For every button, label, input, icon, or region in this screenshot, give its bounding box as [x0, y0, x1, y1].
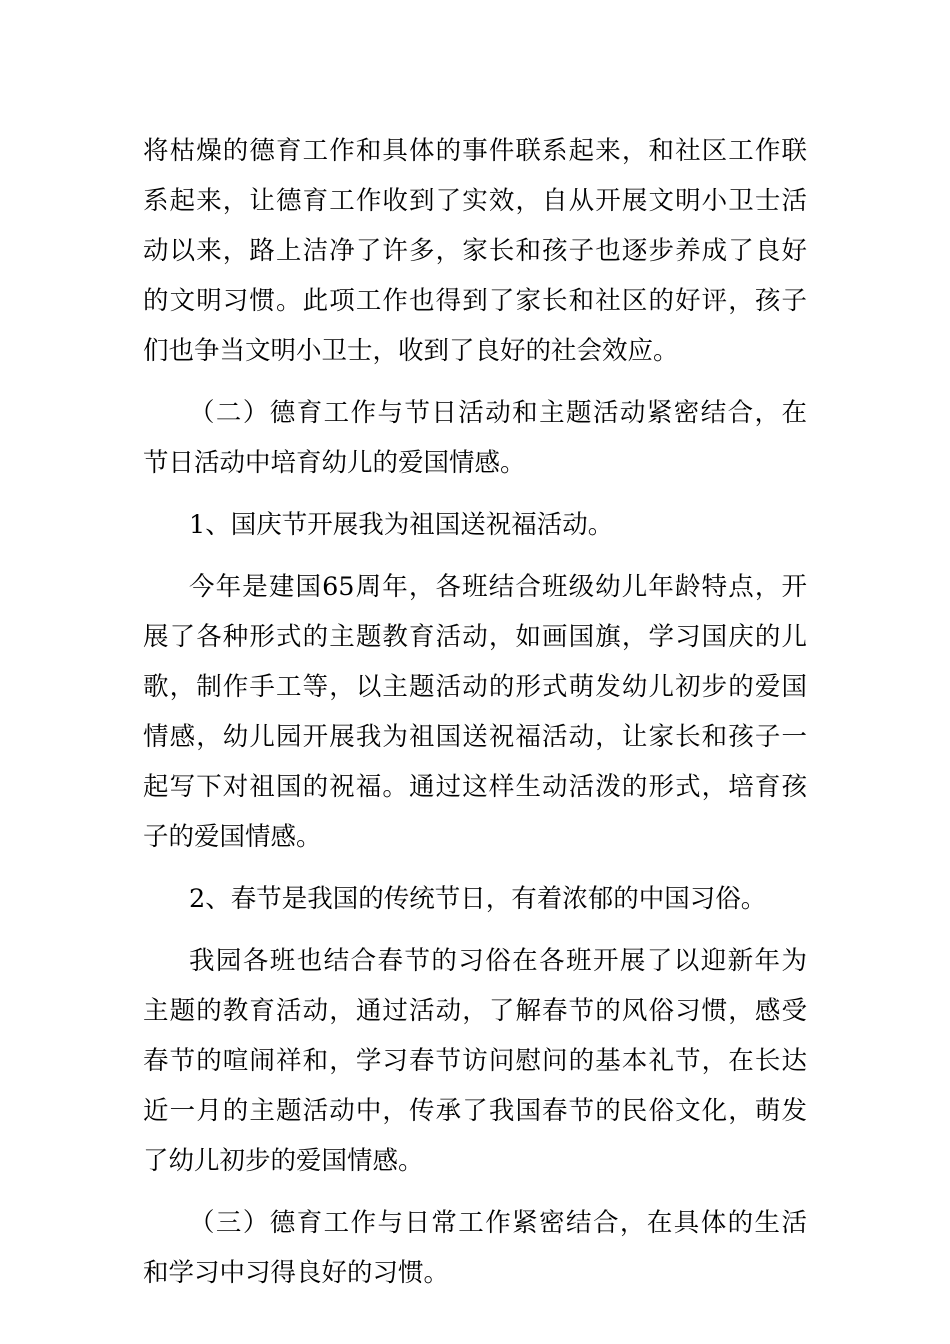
text-line: 系起来，让德育工作收到了实效，自从开展文明小卫士活 — [143, 186, 807, 216]
text-line: 们也争当文明小卫士，收到了良好的社会效应。 — [143, 336, 679, 366]
text-line: 起写下对祖国的祝福。通过这样生动活泼的形式，培育孩 — [143, 772, 807, 802]
text-line: 动以来，路上洁净了许多，家长和孩子也逐步养成了良好 — [143, 236, 807, 266]
section-heading: （三）德育工作与日常工作紧密结合，在具体的生活 — [189, 1208, 807, 1238]
text-line: 的文明习惯。此项工作也得到了家长和社区的好评，孩子 — [143, 286, 807, 316]
text-line: 主题的教育活动，通过活动，了解春节的风俗习惯，感受 — [143, 996, 807, 1026]
subsection-heading: 1、国庆节开展我为祖国送祝福活动。 — [189, 510, 614, 540]
text-line: 展了各种形式的主题教育活动，如画国旗，学习国庆的儿 — [143, 622, 807, 652]
text-line: 情感，幼儿园开展我为祖国送祝福活动，让家长和孩子一 — [143, 722, 807, 752]
text-line: 歌，制作手工等，以主题活动的形式萌发幼儿初步的爱国 — [143, 672, 807, 702]
text-line: 了幼儿初步的爱国情感。 — [143, 1146, 424, 1176]
text-line: 今年是建国65周年，各班结合班级幼儿年龄特点，开 — [189, 572, 807, 602]
text-line: 子的爱国情感。 — [143, 822, 322, 852]
text-line: 和学习中习得良好的习惯。 — [143, 1258, 450, 1288]
subsection-heading: 2、春节是我国的传统节日，有着浓郁的中国习俗。 — [189, 884, 767, 914]
section-heading: （二）德育工作与节日活动和主题活动紧密结合，在 — [189, 398, 807, 428]
text-line: 近一月的主题活动中，传承了我国春节的民俗文化，萌发 — [143, 1096, 807, 1126]
text-line: 春节的喧闹祥和，学习春节访问慰问的基本礼节，在长达 — [143, 1046, 807, 1076]
text-line: 节日活动中培育幼儿的爱国情感。 — [143, 448, 526, 478]
text-line: 将枯燥的德育工作和具体的事件联系起来，和社区工作联 — [143, 136, 807, 166]
text-line: 我园各班也结合春节的习俗在各班开展了以迎新年为 — [189, 946, 807, 976]
body-text — [143, 126, 807, 1298]
